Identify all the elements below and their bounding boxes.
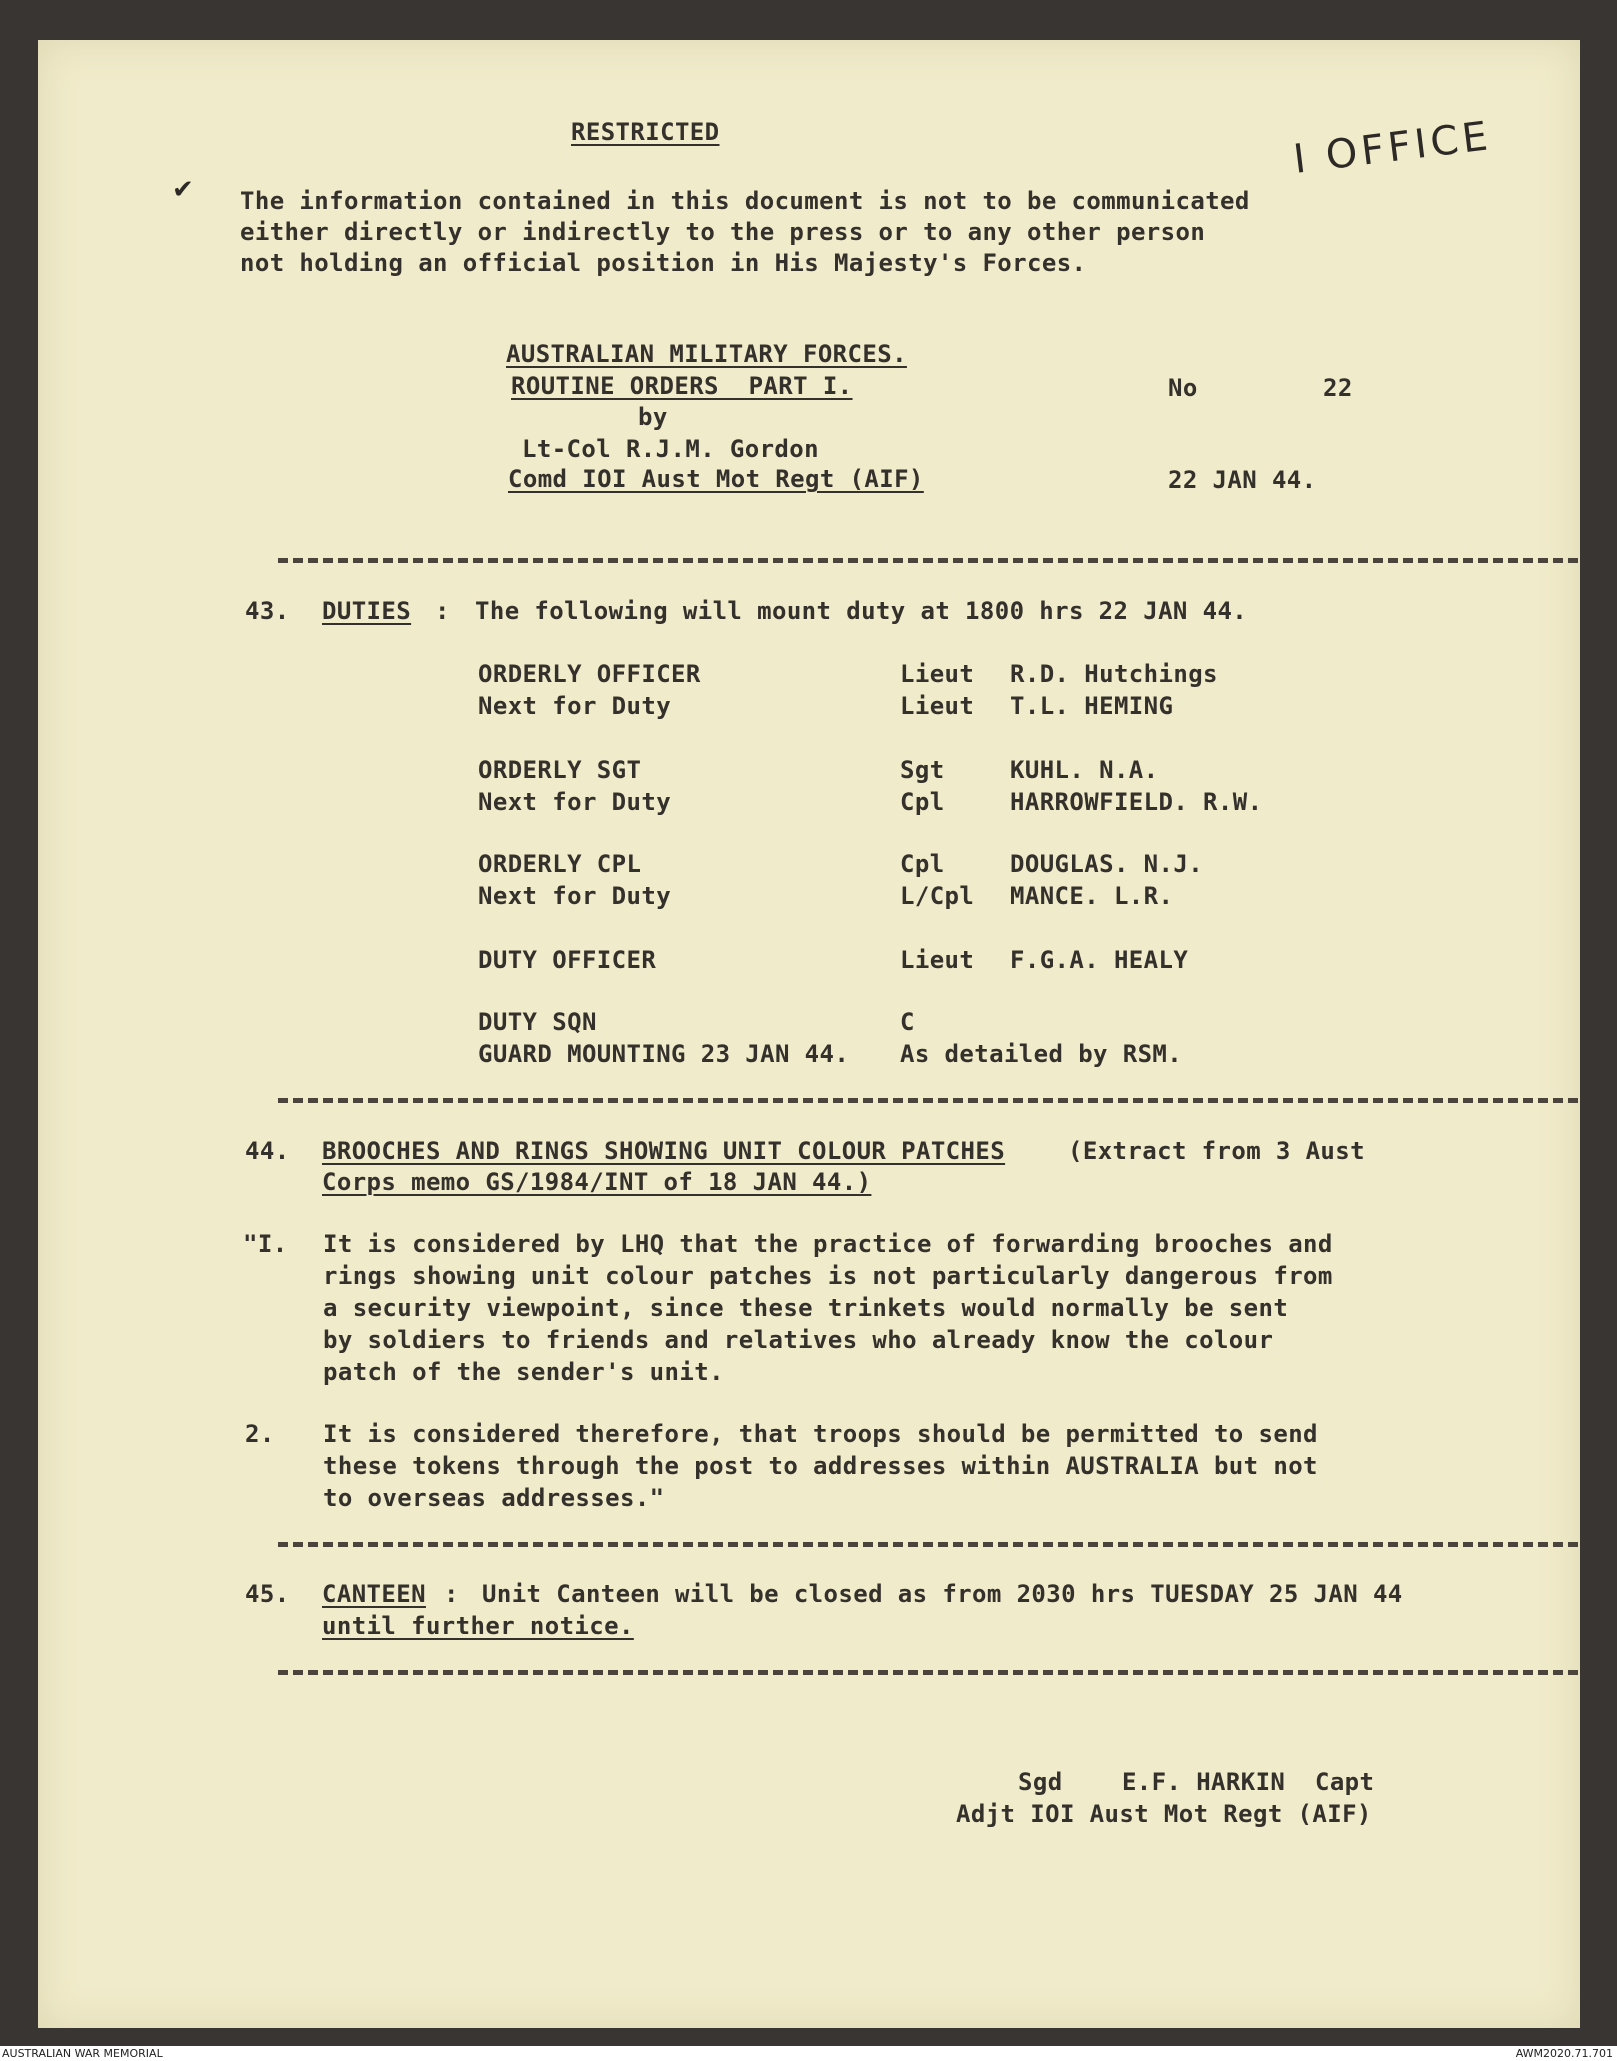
item-44-title-rest: (Extract from 3 Aust xyxy=(1068,1137,1365,1165)
item-43-title: DUTIES xyxy=(322,597,412,625)
duty-rank: C xyxy=(900,1008,915,1036)
header-commander: Lt-Col R.J.M. Gordon xyxy=(522,435,819,463)
para-2-line: It is considered therefore, that troops should be permitted to send xyxy=(323,1420,1318,1448)
item-43-sep: : xyxy=(435,597,450,625)
duty-name: DOUGLAS. N.J. xyxy=(1010,850,1204,878)
duty-rank: As detailed by RSM. xyxy=(900,1040,1183,1068)
order-date: 22 JAN 44. xyxy=(1168,466,1317,494)
duty-rank: Lieut xyxy=(900,660,975,688)
para-1-line: rings showing unit colour patches is not particularly dangerous from xyxy=(323,1262,1333,1290)
footer-left: AUSTRALIAN WAR MEMORIAL xyxy=(2,2047,163,2060)
item-45-sep: : xyxy=(444,1580,459,1608)
duty-name: MANCE. L.R. xyxy=(1010,882,1174,910)
para-2-line: to overseas addresses." xyxy=(323,1484,665,1512)
duty-role: Next for Duty xyxy=(478,788,672,816)
pencil-mark: ✔ xyxy=(172,175,194,205)
notice-line-1: The information contained in this document is not to be communicated xyxy=(240,187,1250,215)
item-44-title: BROOCHES AND RINGS SHOWING UNIT COLOUR PATCHES xyxy=(322,1137,1006,1165)
order-number-label: No xyxy=(1168,374,1198,402)
duty-role: DUTY OFFICER xyxy=(478,946,657,974)
classification: RESTRICTED xyxy=(571,118,720,146)
duty-role: ORDERLY SGT xyxy=(478,756,642,784)
header-by: by xyxy=(638,403,668,431)
item-43-number: 43. xyxy=(245,597,290,625)
item-43-intro: The following will mount duty at 1800 hrs 22 JAN 44. xyxy=(475,597,1248,625)
para-2-number: 2. xyxy=(245,1420,275,1448)
document-page xyxy=(38,40,1580,2028)
para-1-line: by soldiers to friends and relatives who already know the colour xyxy=(323,1326,1274,1354)
divider xyxy=(278,1098,1578,1103)
signature-line-1: Sgd E.F. HARKIN Capt xyxy=(1018,1768,1375,1796)
duty-role: DUTY SQN xyxy=(478,1008,597,1036)
para-1-number: "I. xyxy=(243,1230,288,1258)
duty-name: F.G.A. HEALY xyxy=(1010,946,1189,974)
item-44-title-line2: Corps memo GS/1984/INT of 18 JAN 44.) xyxy=(322,1168,872,1196)
duty-role: ORDERLY CPL xyxy=(478,850,642,878)
footer-right: AWM2020.71.701 xyxy=(1515,2047,1613,2060)
signature-line-2: Adjt IOI Aust Mot Regt (AIF) xyxy=(956,1800,1372,1828)
header-orders: ROUTINE ORDERS PART I. xyxy=(511,372,853,400)
duty-role: ORDERLY OFFICER xyxy=(478,660,701,688)
para-2-line: these tokens through the post to addresses within AUSTRALIA but not xyxy=(323,1452,1318,1480)
duty-rank: Cpl xyxy=(900,788,945,816)
duty-rank: Cpl xyxy=(900,850,945,878)
divider xyxy=(278,558,1578,563)
duty-rank: Lieut xyxy=(900,692,975,720)
para-1-line: It is considered by LHQ that the practice of forwarding brooches and xyxy=(323,1230,1333,1258)
duty-name: HARROWFIELD. R.W. xyxy=(1010,788,1263,816)
handwritten-note: I OFFICE xyxy=(1290,113,1495,183)
duty-rank: L/Cpl xyxy=(900,882,975,910)
para-1-line: patch of the sender's unit. xyxy=(323,1358,724,1386)
item-45-title: CANTEEN xyxy=(322,1580,426,1608)
item-44-number: 44. xyxy=(245,1137,290,1165)
order-number: 22 xyxy=(1323,374,1353,402)
footer-strip xyxy=(0,2046,1617,2061)
duty-role: GUARD MOUNTING 23 JAN 44. xyxy=(478,1040,850,1068)
duty-rank: Lieut xyxy=(900,946,975,974)
item-45-text-line2: until further notice. xyxy=(322,1612,634,1640)
header-command: Comd IOI Aust Mot Regt (AIF) xyxy=(508,465,924,493)
divider xyxy=(278,1542,1578,1547)
para-1-line: a security viewpoint, since these trinkets would normally be sent xyxy=(323,1294,1289,1322)
item-45-number: 45. xyxy=(245,1580,290,1608)
duty-rank: Sgt xyxy=(900,756,945,784)
notice-line-2: either directly or indirectly to the press or to any other person xyxy=(240,218,1206,246)
duty-role: Next for Duty xyxy=(478,882,672,910)
duty-name: KUHL. N.A. xyxy=(1010,756,1159,784)
notice-line-3: not holding an official position in His Majesty's Forces. xyxy=(240,249,1087,277)
header-org: AUSTRALIAN MILITARY FORCES. xyxy=(506,340,907,368)
item-45-text: Unit Canteen will be closed as from 2030 hrs TUESDAY 25 JAN 44 xyxy=(482,1580,1403,1608)
duty-name: T.L. HEMING xyxy=(1010,692,1174,720)
divider xyxy=(278,1670,1578,1675)
duty-role: Next for Duty xyxy=(478,692,672,720)
duty-name: R.D. Hutchings xyxy=(1010,660,1218,688)
